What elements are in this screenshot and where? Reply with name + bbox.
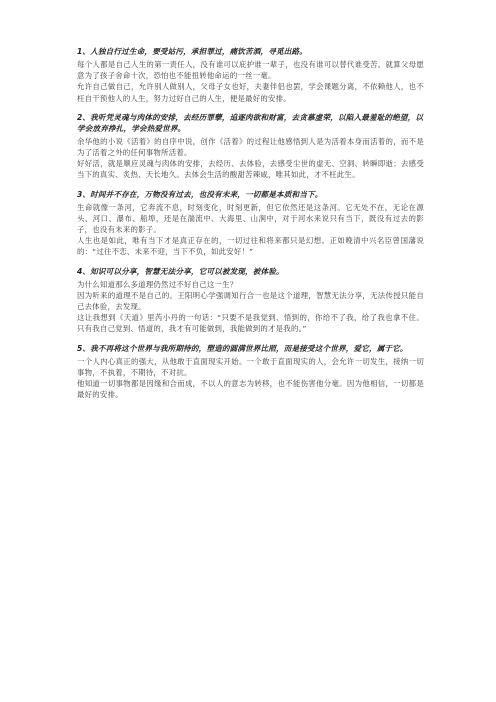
section-heading: 4、知识可以分享，智慧无法分享，它可以被发现，被体验。 bbox=[77, 266, 284, 276]
section-heading: 2、我听凭灵魂与肉体的安排，去经历罪孽，追逐肉欲和财富，去贪慕虚荣，以陷入最羞耻的绝望，以学会放弃挣扎，学会热爱世界。 bbox=[77, 112, 424, 133]
paragraph: 余华他的小说《活着》的自序中说，创作《活着》的过程让他感悟到人是为活着本身而活着的，而不是为了活着之外的任何事物所活着。 bbox=[77, 136, 424, 158]
paragraph: 他知道一切事物都是因缘和合而成，不以人的意志为转移，也不能伤害他分毫。因为他相信，一切都是最好的安排。 bbox=[77, 379, 424, 400]
paragraph: 每个人都是自己人生的第一责任人，没有谁可以庇护谁一辈子，也没有谁可以替代谁受苦。就算父母愿意为了孩子舍命十次，恐怕也不能扭转他命运的一丝一毫。 bbox=[77, 60, 424, 81]
paragraph: 允许自己做自己，允许别人做别人，父母子女也好，夫妻伴侣也罢，学会课题分离，不依赖他人，也不枉自干预他人的人生，努力过好自己的人生，便是最好的安排。 bbox=[77, 82, 424, 103]
section-heading: 5、我不再将这个世界与我所期待的，塑造的圆满世界比照，而是接受这个世界，爱它，属于它。 bbox=[77, 343, 408, 353]
paragraph: 为什么知道那么多道理仍然过不好自己这一生？ bbox=[77, 279, 238, 289]
paragraph: 人生也是如此，唯有当下才是真正存在的，一切过往和将来都只是幻想。正如晚清中兴名臣曾国藩说的：“过往不恋、未来不迎，当下不负，如此安好！” bbox=[77, 236, 424, 257]
section-3 bbox=[77, 189, 424, 258]
paragraph: 因为听来的道理不是自己的。王阳明心学强调知行合一也是这个道理，智慧无法分享，无法传授只能自己去体验，去发现。 bbox=[77, 290, 424, 312]
section-5 bbox=[77, 343, 424, 401]
section-heading: 1、人独自行过生命，要受站污，承担罪过，痛饮苦酒，寻觅出路。 bbox=[77, 47, 307, 56]
paragraph: 生命就像一条河，它奔流不息，时刻变化，时刻更新，但它依然还是这条河。它无处不在，无论在源头、河口、瀑布、船埠，还是在湍流中、大海里、山涧中，对于河水来说只有当下，既没有过去的影子，也没有未来的影子。 bbox=[77, 202, 424, 235]
paragraph: 一个人内心真正的强大，从他敢于直面现实开始。一个敢于直面现实的人，会允许一切发生，接纳一切事物，不执着，不期待，不对抗。 bbox=[77, 356, 424, 377]
section-4 bbox=[77, 266, 424, 335]
document-body bbox=[77, 46, 424, 408]
section-1 bbox=[77, 46, 424, 104]
paragraph: 这让我想到《天道》里芮小丹的一句话：“只要不是我觉到、悟到的，你给不了我，给了我也拿不住。只有我自己觉到、悟道的，我才有可能做到，我能做到的才是我的。” bbox=[77, 313, 424, 334]
paragraph: 好好活，就是顺应灵魂与肉体的安排，去经历、去体验，去感受尘世的虚无、空洞、转瞬即逝；去感受当下的真实、炙热、天长地久。去体会生活的酸甜苦辣咸，唯其如此，才不枉此生。 bbox=[77, 159, 424, 180]
section-heading: 3、时间并不存在，万物没有过去，也没有未来，一切都是本质和当下。 bbox=[77, 189, 323, 199]
section-2 bbox=[77, 112, 424, 181]
